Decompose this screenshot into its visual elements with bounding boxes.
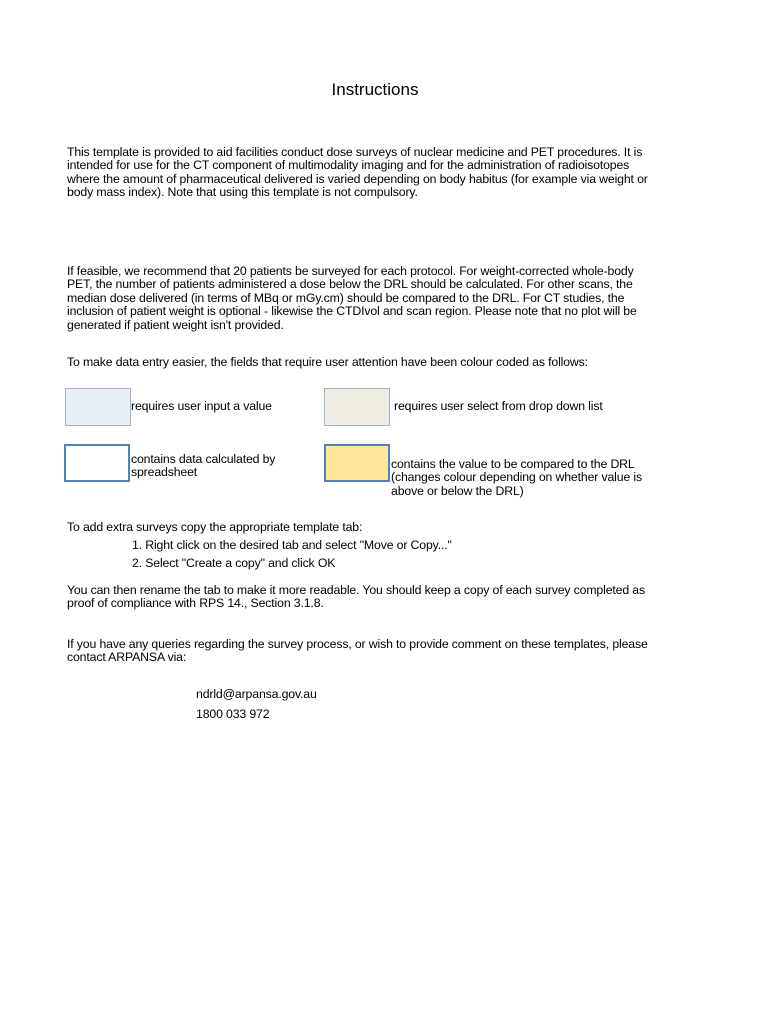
calculated-data-swatch <box>64 444 130 482</box>
extra-surveys-paragraph: To add extra surveys copy the appropriate template tab: <box>67 520 363 534</box>
rename-paragraph: You can then rename the tab to make it more readable. You should keep a copy of each survey completed as proof of compliance with RPS 14., Section 3.1.8. <box>67 583 645 611</box>
dropdown-select-swatch <box>324 388 390 426</box>
user-input-swatch <box>65 388 131 426</box>
calculated-data-legend-label: contains data calculated by spreadsheet <box>131 452 276 480</box>
step-item: 2. Select "Create a copy" and click OK <box>132 556 336 570</box>
step-item: 1. Right click on the desired tab and select "Move or Copy..." <box>132 538 452 552</box>
contact-phone: 1800 033 972 <box>196 707 270 721</box>
queries-paragraph: If you have any queries regarding the survey process, or wish to provide comment on these templates, please contact ARPANSA via: <box>67 637 648 665</box>
contact-email[interactable]: ndrld@arpansa.gov.au <box>196 687 317 701</box>
intro-paragraph: This template is provided to aid facilities conduct dose surveys of nuclear medicine and PET procedures. It is intended for use for the CT component of multimodality imaging and for the administration of radioisotopes where the amount of pharmaceutical delivered is varied depending on body habitus (for example via weight or body mass index). Note that using this template is not compulsory. <box>67 145 648 200</box>
drl-compare-legend-label: contains the value to be compared to the DRL (changes colour depending on whether value is above or below the DRL) <box>391 457 642 498</box>
drl-compare-swatch <box>324 444 390 482</box>
page-title: Instructions <box>331 80 419 99</box>
user-input-legend-label: requires user input a value <box>131 399 272 413</box>
colour-coding-intro: To make data entry easier, the fields that require user attention have been colour coded as follows: <box>67 355 588 369</box>
dropdown-select-legend-label: requires user select from drop down list <box>394 399 603 413</box>
recommendation-paragraph: If feasible, we recommend that 20 patients be surveyed for each protocol. For weight-corrected whole-body PET, the number of patients administered a dose below the DRL should be calculated. For other scans, the median dose delivered (in terms of MBq or mGy.cm) should be compared to the DRL. For CT studies, the inclusion of patient weight is optional - likewise the CTDIvol and scan region. Please note that no plot will be generated if patient weight isn't provided. <box>67 264 637 332</box>
